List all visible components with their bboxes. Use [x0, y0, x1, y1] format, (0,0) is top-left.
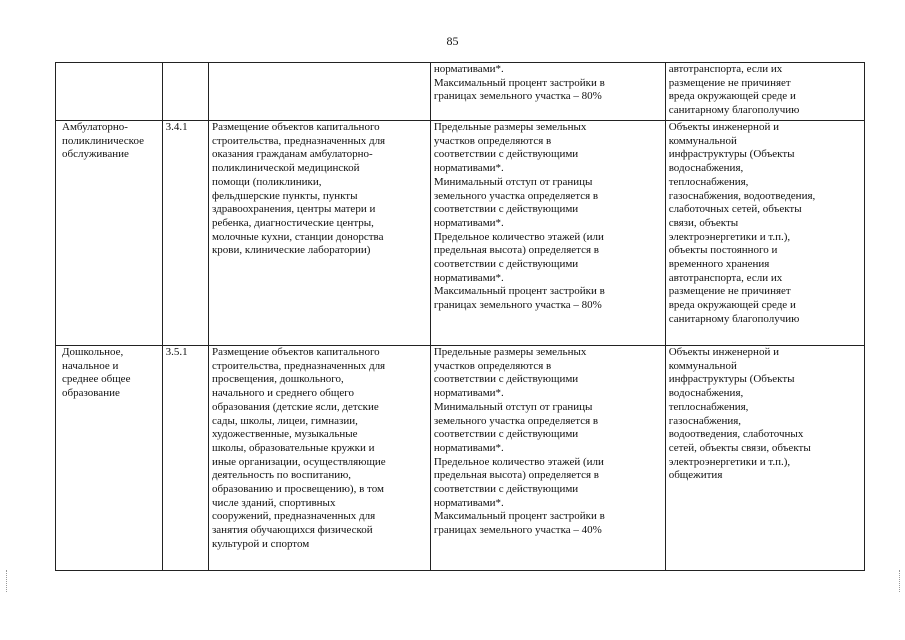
construction-parameters: Предельные размеры земельных участков определяются в соответствии с действующими нормативами*. Минимальный отступ от границы земельного участка определяется в соответствии с действующими нормативами*. Предельное количество этажей (или предельная высота) определяется в соответствии с действующими нормативами*. Максимальный процент застройки в границах земельного участка – 40%	[433, 346, 605, 537]
use-type-name-cell	[56, 121, 163, 346]
use-type-code: 3.4.1	[165, 121, 188, 133]
auxiliary-uses: Объекты инженерной и коммунальной инфраструктуры (Объекты водоснабжения, теплоснабжения, газоснабжения, водоотведения, слаботочных сетей, объекты связи, объекты электроэнергетики и т.п.), объекты постоянного и временного хранения автотранспорта, если их размещение не причиняет вреда окружающей среде и санитарному благополучию	[668, 121, 816, 325]
auxiliary-uses: автотранспорта, если их размещение не причиняет вреда окружающей среде и санитарному благополучию	[668, 63, 800, 117]
use-type-code-cell	[162, 346, 208, 571]
parameters-cell	[430, 121, 665, 346]
use-type-code-cell	[162, 63, 208, 121]
table-row	[56, 63, 865, 121]
auxiliary-uses-cell	[665, 346, 864, 571]
parameters-cell	[430, 63, 665, 121]
use-type-code: 3.5.1	[165, 346, 188, 358]
scan-edge-mark-left	[6, 570, 8, 592]
auxiliary-uses: Объекты инженерной и коммунальной инфраструктуры (Объекты водоснабжения, теплоснабжения, газоснабжения, водоотведения, слаботочных сетей, объекты связи, объекты электроэнергетики и т.п.), общежития	[668, 346, 811, 482]
use-type-name-cell	[56, 63, 163, 121]
use-description-cell	[208, 346, 430, 571]
use-description-cell	[208, 121, 430, 346]
use-description-cell	[208, 63, 430, 121]
use-description: Размещение объектов капитального строительства, предназначенных для оказания гражданам амбулаторно- поликлинической медицинской помощи (поликлиники, фельдшерские пункты, пункты здравоохранения, центры матери и ребенка, диагностические центры, молочные кухни, станции донорства крови, клинические лаборатории)	[211, 121, 386, 257]
use-type-name: Дошкольное, начальное и среднее общее образование	[62, 346, 131, 400]
page-number: 85	[446, 34, 459, 48]
construction-parameters: Предельные размеры земельных участков определяются в соответствии с действующими нормативами*. Минимальный отступ от границы земельного участка определяется в соответствии с действующими нормативами*. Предельное количество этажей (или предельная высота) определяется в соответствии с действующими нормативами*. Максимальный процент застройки в границах земельного участка – 80%	[433, 121, 605, 312]
use-type-name: Амбулаторно- поликлиническое обслуживание	[62, 121, 144, 161]
table-row	[56, 346, 865, 571]
zoning-regulations-table	[55, 62, 865, 571]
auxiliary-uses-cell	[665, 63, 864, 121]
parameters-cell	[430, 346, 665, 571]
table-row	[56, 121, 865, 346]
use-type-code-cell	[162, 121, 208, 346]
use-type-name-cell	[56, 346, 163, 571]
auxiliary-uses-cell	[665, 121, 864, 346]
scan-edge-mark-right	[899, 570, 901, 592]
construction-parameters: нормативами*. Максимальный процент застройки в границах земельного участка – 80%	[433, 63, 605, 103]
use-description: Размещение объектов капитального строительства, предназначенных для просвещения, дошкольного, начального и среднего общего образования (детские ясли, детские сады, школы, лицеи, гимназии, художественные, музыкальные школы, образовательные кружки и иные организации, осуществляющие деятельность по воспитанию, образованию и просвещению), в том числе зданий, спортивных сооружений, предназначенных для занятия обучающихся физической культурой и спортом	[211, 346, 386, 550]
